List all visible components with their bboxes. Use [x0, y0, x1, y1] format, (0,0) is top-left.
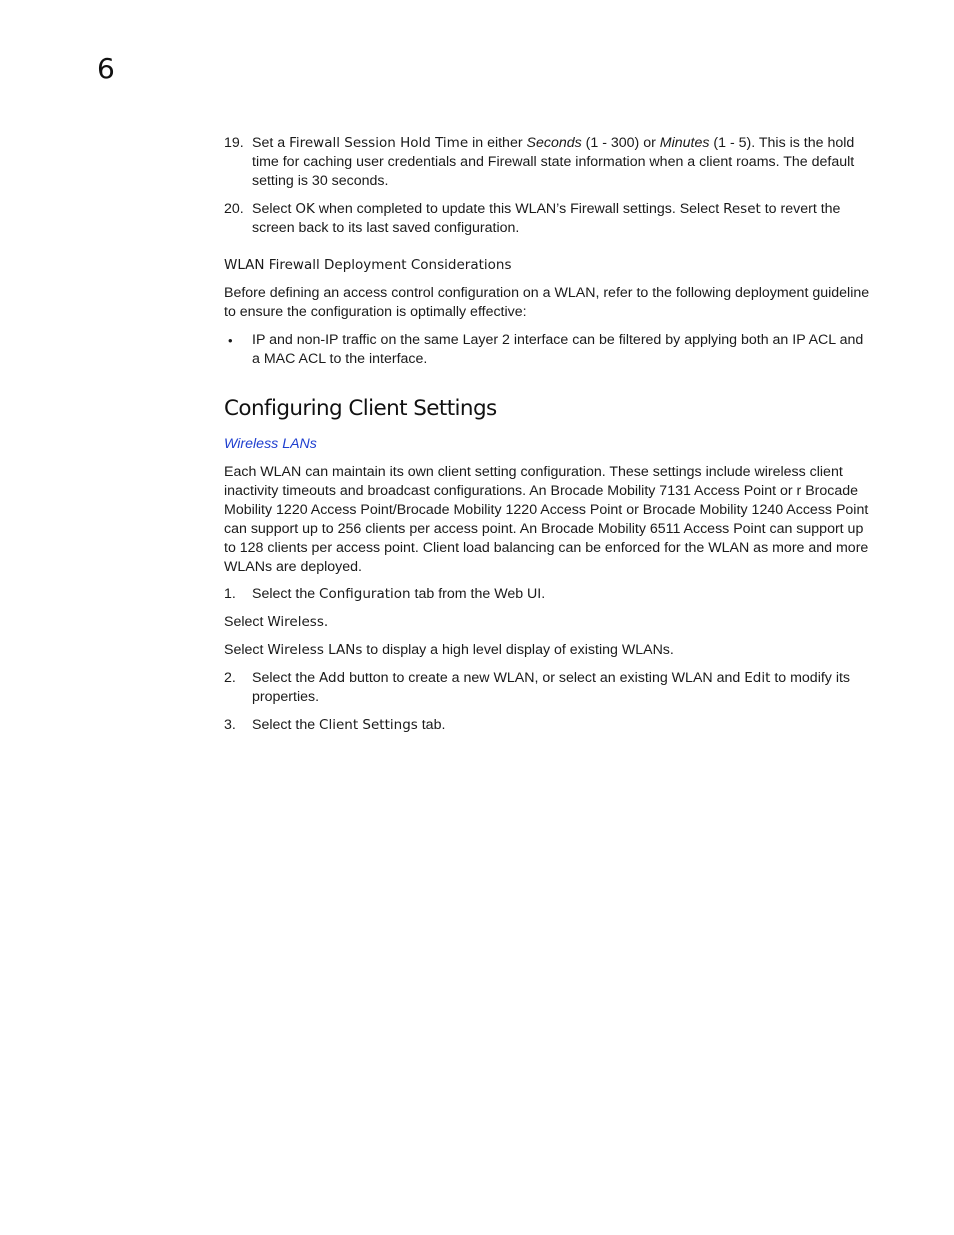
- text: tab.: [417, 717, 446, 733]
- step-text: [252, 200, 874, 238]
- text: to display a high level display of existing WLANs.: [362, 642, 674, 658]
- emphasis: Seconds: [526, 135, 582, 151]
- text: to modify its properties.: [252, 670, 851, 705]
- subsection-title: WLAN Firewall Deployment Considerations: [224, 257, 512, 273]
- text: Select the: [252, 717, 320, 733]
- text: Select: [224, 614, 268, 630]
- step-2: [224, 669, 874, 707]
- step-number: 20.: [224, 201, 244, 217]
- considerations-intro: Before defining an access control configuration on a WLAN, refer to the following deployment guideline to ensure the configuration is optimally effective:: [224, 285, 870, 320]
- step-20: [224, 200, 874, 238]
- bullet-item: [224, 331, 874, 369]
- ui-term: Add: [319, 670, 346, 686]
- wireless-lans-link[interactable]: Wireless LANs: [224, 436, 317, 452]
- ui-term: Reset: [723, 201, 761, 217]
- text: Select the: [252, 586, 320, 602]
- step-text: [252, 669, 874, 707]
- step-text: [252, 134, 874, 191]
- chapter-number: 6: [97, 52, 115, 85]
- text: when completed to update this WLAN’s Firewall settings. Select: [314, 201, 724, 217]
- text: Select the: [252, 670, 320, 686]
- step-3: [224, 716, 874, 735]
- step-19: [224, 134, 874, 191]
- text: to revert the screen back to its last saved configuration.: [252, 201, 841, 236]
- ui-term: Edit: [744, 670, 771, 686]
- step-text: [252, 716, 874, 735]
- text: Select: [252, 201, 296, 217]
- text: button to create a new WLAN, or select an existing WLAN and: [345, 670, 745, 686]
- text: Set a: [252, 135, 290, 151]
- text: Select: [224, 642, 268, 658]
- ui-term: Client Settings: [319, 717, 418, 733]
- ui-term: Configuration: [319, 586, 411, 602]
- step-number: 3.: [224, 717, 236, 733]
- ui-term: OK: [295, 201, 315, 217]
- ui-term: Wireless.: [267, 614, 329, 630]
- section-body: Each WLAN can maintain its own client setting configuration. These settings include wireless client inactivity timeouts and broadcast configurations. An Brocade Mobility 7131 Access Point or r Brocade Mobility 1220 Access Point/Brocade Mobility 1220 Access Point or Brocade Mobility 1240 Access Point can support up to 256 clients per access point. An Brocade Mobility 6511 Access Point can support up to 128 clients per access point. Client load balancing can be enforced for the WLAN as more and more WLANs are deployed.: [224, 464, 869, 575]
- ui-term: Firewall Session Hold Time: [289, 135, 469, 151]
- text: (1 - 300) or: [581, 135, 660, 151]
- text: (1 - 5). This is the hold time for caching user credentials and Firewall state information when a client roams. The default setting is 30 seconds.: [252, 135, 855, 189]
- bullet-text: IP and non-IP traffic on the same Layer 2 interface can be filtered by applying both an IP ACL and a MAC ACL to the interface.: [252, 332, 864, 367]
- text: in either: [468, 135, 527, 151]
- step-text: [252, 585, 874, 604]
- step-number: 19.: [224, 135, 244, 151]
- bullet-icon: •: [228, 333, 233, 348]
- instruction-select-wireless-lans: [224, 641, 874, 660]
- section-title: Configuring Client Settings: [224, 396, 497, 421]
- emphasis: Minutes: [659, 135, 710, 151]
- step-1: [224, 585, 874, 604]
- text: tab from the Web UI.: [410, 586, 546, 602]
- ui-term: Wireless LANs: [267, 642, 363, 658]
- step-number: 2.: [224, 670, 236, 686]
- step-number: 1.: [224, 586, 236, 602]
- instruction-select-wireless: [224, 613, 874, 632]
